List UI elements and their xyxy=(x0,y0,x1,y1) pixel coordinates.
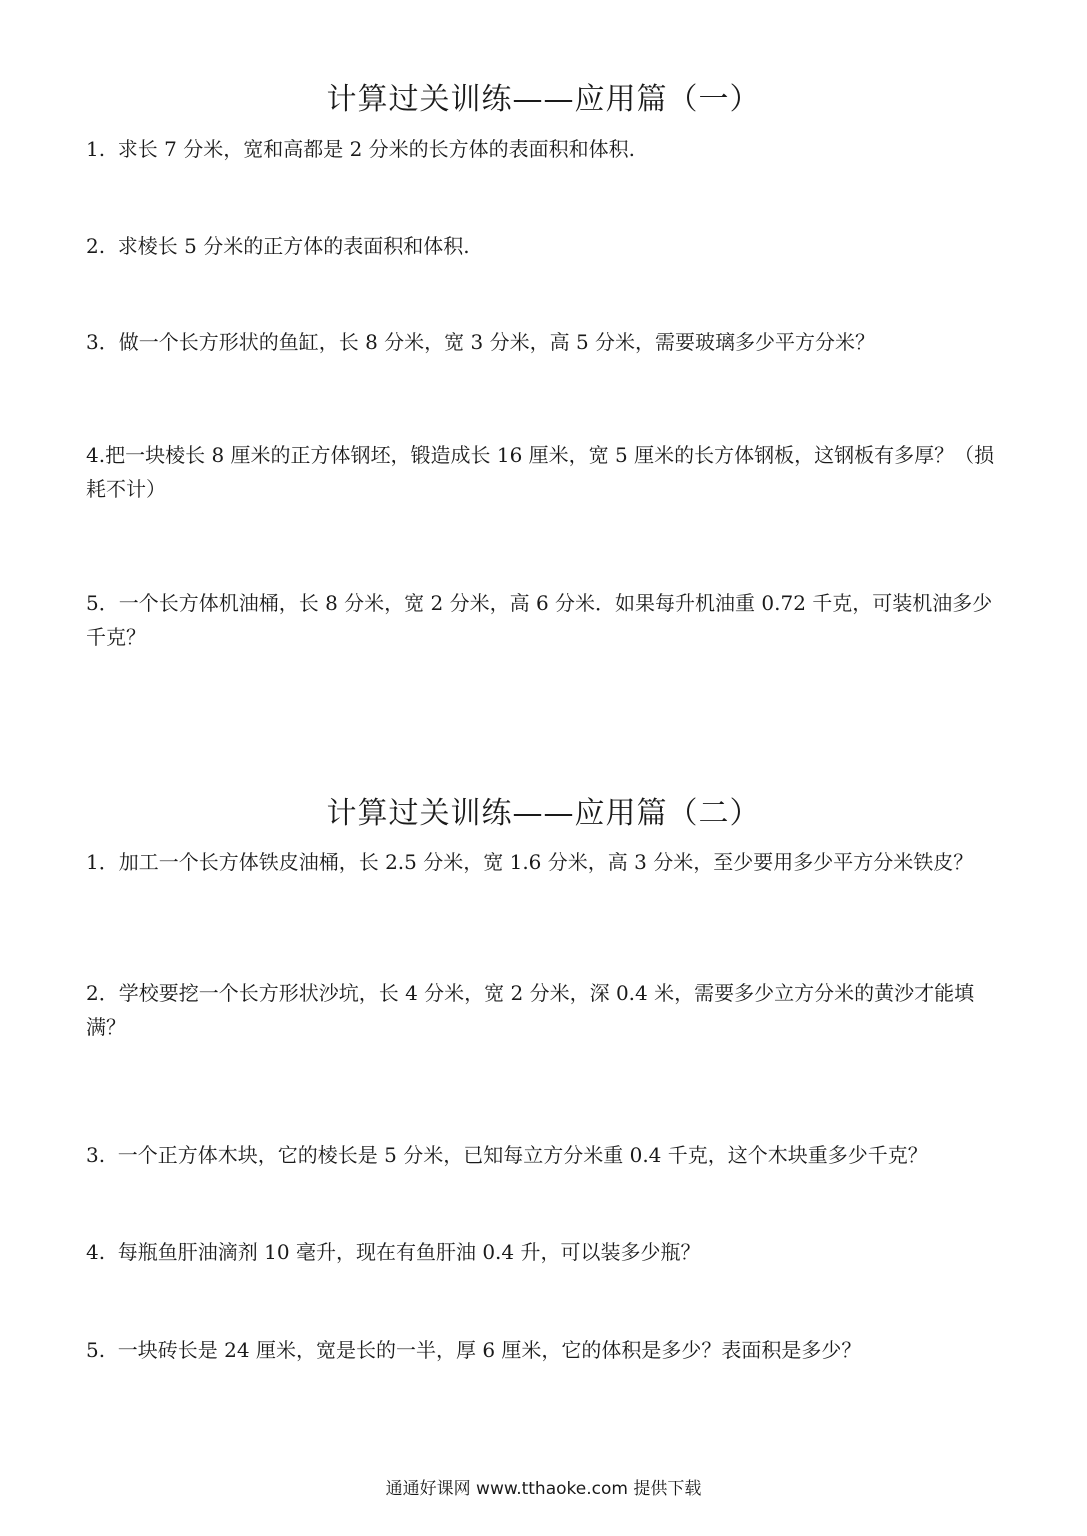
section-1-question-1: 1. 求长 7 分米，宽和高都是 2 分米的长方体的表面积和体积. xyxy=(86,137,636,161)
section-2-question-1: 1．加工一个长方体铁皮油桶，长 2.5 分米，宽 1.6 分米，高 3 分米，至少要用多少平方分米铁皮？ xyxy=(86,850,974,874)
section-2-question-5: 5. 一块砖长是 24 厘米，宽是长的一半，厚 6 厘米，它的体积是多少？表面积是多少？ xyxy=(86,1338,862,1362)
section-1-question-2: 2. 求棱长 5 分米的正方体的表面积和体积. xyxy=(86,234,470,258)
section-2-question-3: 3. 一个正方体木块，它的棱长是 5 分米，已知每立方分米重 0.4 千克，这个木块重多少千克？ xyxy=(86,1143,928,1167)
section-1-question-4: 4.把一块棱长 8 厘米的正方体钢坯，锻造成长 16 厘米，宽 5 厘米的长方体钢板，这钢板有多厚？（损耗不计） xyxy=(86,443,995,501)
section-2-question-2: 2．学校要挖一个长方形状沙坑，长 4 分米，宽 2 分米，深 0.4 米，需要多少立方分米的黄沙才能填满？ xyxy=(86,981,975,1039)
section-1-question-3: 3．做一个长方形状的鱼缸，长 8 分米，宽 3 分米，高 5 分米，需要玻璃多少平方分米？ xyxy=(86,330,876,354)
footer-download-note: 通通好课网 www.tthaoke.com 提供下载 xyxy=(385,1479,702,1499)
section-2-question-4: 4. 每瓶鱼肝油滴剂 10 毫升，现在有鱼肝油 0.4 升，可以装多少瓶？ xyxy=(86,1240,701,1264)
section-2-title: 计算过关训练——应用篇（二） xyxy=(326,796,761,831)
section-1-question-5: 5．一个长方体机油桶，长 8 分米，宽 2 分米，高 6 分米．如果每升机油重 0.72 千克，可装机油多少千克？ xyxy=(86,591,993,649)
section-1-title: 计算过关训练——应用篇（一） xyxy=(326,82,761,117)
